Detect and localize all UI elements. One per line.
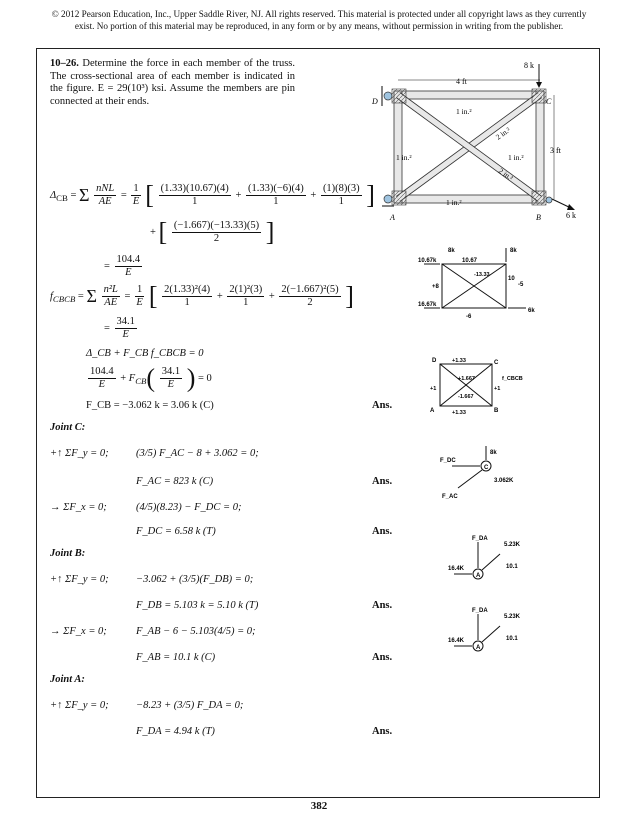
joint-a-heading: Joint A: — [50, 674, 85, 685]
joint-c-fdc: F_DC = 6.58 k (T) — [136, 526, 216, 537]
svg-text:8k: 8k — [490, 450, 497, 456]
copyright-line-2: exist. No portion of this material may be reproduced, in any form or by any means, without permission in writing from the publisher. — [74, 21, 564, 31]
dimension-height: 3 ft — [550, 146, 561, 155]
joint-c-sum-fx: → ΣF_x = 0; — [50, 502, 107, 513]
svg-text:10.67: 10.67 — [462, 258, 478, 264]
joint-b-heading: Joint B: — [50, 548, 86, 559]
sketch-real-loads — [418, 244, 558, 320]
area-diagonal-1: 2 in.² — [493, 125, 512, 142]
fraction-term-4: $\frac{(-1.667)(-13.33)(5)}{2}$ — [173, 220, 260, 244]
svg-text:10.1: 10.1 — [506, 636, 518, 642]
svg-text:10.1: 10.1 — [506, 564, 518, 570]
joint-c-fac: F_AC = 823 k (C) — [136, 476, 214, 487]
joint-b-fdb: F_DB = 5.103 k = 5.10 k (T) — [136, 600, 259, 611]
fraction-term-3: $\frac{(1)(8)(3)}{1}$ — [322, 183, 360, 207]
member-right — [536, 91, 544, 203]
area-right: 1 in.² — [508, 153, 524, 162]
svg-text:C: C — [494, 360, 499, 366]
svg-text:F_DA: F_DA — [472, 536, 488, 542]
svg-text:A: A — [476, 645, 481, 651]
svg-text:-5: -5 — [518, 282, 524, 288]
joint-a-fy-equation: −8.23 + (3/5) F_DA = 0; — [136, 700, 244, 711]
compatibility-equation: Δ_CB + F_CB f_CBCB = 0 — [86, 348, 204, 359]
fraction-1-e: $\frac{1}{E}$ — [132, 183, 140, 207]
svg-text:16.4K: 16.4K — [448, 638, 465, 644]
answer-label-fdc: Ans. — [372, 526, 393, 537]
area-diagonal-2: 2 in.² — [496, 166, 515, 183]
fbd-joint-c — [438, 444, 538, 504]
svg-text:+1.33: +1.33 — [452, 410, 466, 416]
page-number: 382 — [310, 800, 328, 812]
result-denominator: E — [125, 267, 132, 278]
fraction-nnl-ae: $\frac{\text{nNL}}{AE}$ — [96, 183, 115, 207]
svg-text:+1: +1 — [494, 386, 501, 392]
area-bottom: 1 in.² — [446, 198, 462, 207]
svg-text:D: D — [432, 358, 437, 364]
result-fcb: F_CB = −3.062 k = 3.06 k (C) — [86, 400, 214, 411]
sketch-virtual-loads — [418, 352, 538, 416]
svg-text:16.67k: 16.67k — [418, 302, 437, 308]
joint-b-sum-fy: +↑ ΣF_y = 0; — [50, 574, 109, 585]
load-8k: 8 k — [524, 61, 534, 70]
member-bottom — [394, 195, 544, 203]
svg-text:+1: +1 — [430, 386, 437, 392]
joint-c-fx-equation: (4/5)(8.23) − F_DC = 0; — [136, 502, 242, 513]
copyright-notice — [20, 8, 618, 32]
svg-text:C: C — [484, 465, 489, 471]
svg-text:8k: 8k — [510, 248, 517, 254]
node-a: A — [390, 213, 395, 222]
fraction-term-1: $\frac{(1.33)(10.67)(4)}{1}$ — [160, 183, 229, 207]
delta-subscript: CB — [56, 193, 68, 203]
problem-statement — [50, 58, 295, 108]
svg-text:+8: +8 — [432, 284, 439, 290]
joint-c-fy-equation: (3/5) F_AC − 8 + 3.062 = 0; — [136, 448, 259, 459]
svg-text:3.062K: 3.062K — [494, 478, 514, 484]
svg-text:5.23K: 5.23K — [504, 614, 521, 620]
svg-text:5.23K: 5.23K — [504, 542, 521, 548]
equation-fcbcb: $f_{CBCB} = \Sigma$ $\frac{\text{n²L}}{AE}$ = $\frac{1}{E}$ [ $\frac{\text{2(1.33)²(4)}}{1}$ + $\frac{\text{2(1)²(3)}}{1}$ + $\frac{\text{2(−1.667)²(5)}}{2}$ ] — [50, 281, 354, 311]
joint-b-fx-equation: F_AB − 6 − 5.103(4/5) = 0; — [136, 626, 256, 637]
svg-text:F_DC: F_DC — [440, 458, 456, 464]
svg-text:16.4K: 16.4K — [448, 566, 465, 572]
svg-text:-1.667: -1.667 — [458, 394, 474, 400]
svg-text:A: A — [430, 408, 435, 414]
member-top — [394, 91, 544, 99]
node-d: D — [372, 97, 378, 106]
node-c: C — [546, 97, 552, 106]
result-delta-cb: = $\frac{104.4}{E}$ — [104, 254, 141, 278]
svg-text:B: B — [494, 408, 499, 414]
joint-b-sum-fx: → ΣF_x = 0; — [50, 626, 107, 637]
svg-text:F_DA: F_DA — [472, 608, 488, 614]
node-b: B — [536, 213, 541, 222]
result-numerator: 104.4 — [116, 254, 141, 265]
copyright-line-1: © 2012 Pearson Education, Inc., Upper Saddle River, NJ. All rights reserved. This material is protected under all copyright laws as they currently — [51, 9, 587, 19]
area-top: 1 in.² — [456, 107, 472, 116]
problem-number: 10–26. — [50, 58, 79, 69]
compatibility-substituted: $\frac{104.4}{E}$ + $F_{CB}$( $\frac{34.1}{E}$ ) = 0 — [90, 363, 212, 393]
svg-text:F_AC: F_AC — [442, 494, 458, 500]
svg-text:+1.667: +1.667 — [458, 376, 475, 382]
svg-text:8k: 8k — [448, 248, 455, 254]
joint-a-fda: F_DA = 4.94 k (T) — [136, 726, 215, 737]
equation-delta-cb: $\Delta_{CB} = \Sigma$ $\frac{\text{nNL}}{AE}$ = $\frac{1}{E}$ [ $\frac{(1.33)(10.67)(4)}{1}$ + $\frac{(1.33)(-6)(4)}{1}$ + $\frac{(1)(8)(3)}{1}$ ] — [50, 180, 375, 210]
svg-text:6k: 6k — [528, 308, 535, 314]
joint-b-fy-equation: −3.062 + (3/5)(F_DB) = 0; — [136, 574, 254, 585]
problem-text: Determine the force in each member of the truss. The cross-sectional area of each member is indicated in the figure. E = 29(10³) ksi. Assume the members are pin connected at their ends. — [50, 58, 295, 107]
joint-a-sum-fy: +↑ ΣF_y = 0; — [50, 700, 109, 711]
answer-label-fdb: Ans. — [372, 600, 393, 611]
dimension-width: 4 ft — [456, 77, 467, 86]
svg-text:-13.33: -13.33 — [474, 272, 490, 278]
answer-label-fab: Ans. — [372, 652, 393, 663]
answer-label-fcb: Ans. — [372, 400, 393, 411]
fbd-joint-b-2 — [448, 604, 538, 656]
answer-label-fac: Ans. — [372, 476, 393, 487]
area-left: 1 in.² — [396, 153, 412, 162]
truss-figure — [368, 58, 598, 238]
fbd-joint-b-1 — [448, 532, 538, 584]
joint-c-heading: Joint C: — [50, 422, 86, 433]
member-left — [394, 91, 402, 203]
joint-c-sum-fy: +↑ ΣF_y = 0; — [50, 448, 109, 459]
equation-delta-cb-cont: + [ $\frac{(-1.667)(-13.33)(5)}{2}$ ] — [150, 217, 275, 247]
svg-text:A: A — [476, 573, 481, 579]
svg-text:f_CBCB: f_CBCB — [502, 376, 523, 382]
answer-label-fda: Ans. — [372, 726, 393, 737]
svg-text:10: 10 — [508, 276, 515, 282]
svg-text:10.67k: 10.67k — [418, 258, 437, 264]
joint-b-fab: F_AB = 10.1 k (C) — [136, 652, 216, 663]
svg-text:+1.33: +1.33 — [452, 358, 466, 364]
svg-text:-6: -6 — [466, 314, 472, 320]
result-fcbcb: = $\frac{34.1}{E}$ — [104, 316, 135, 340]
load-6k: 6 k — [566, 211, 576, 220]
fraction-term-2: $\frac{(1.33)(-6)(4)}{1}$ — [247, 183, 304, 207]
delta-symbol: Δ — [50, 189, 57, 201]
